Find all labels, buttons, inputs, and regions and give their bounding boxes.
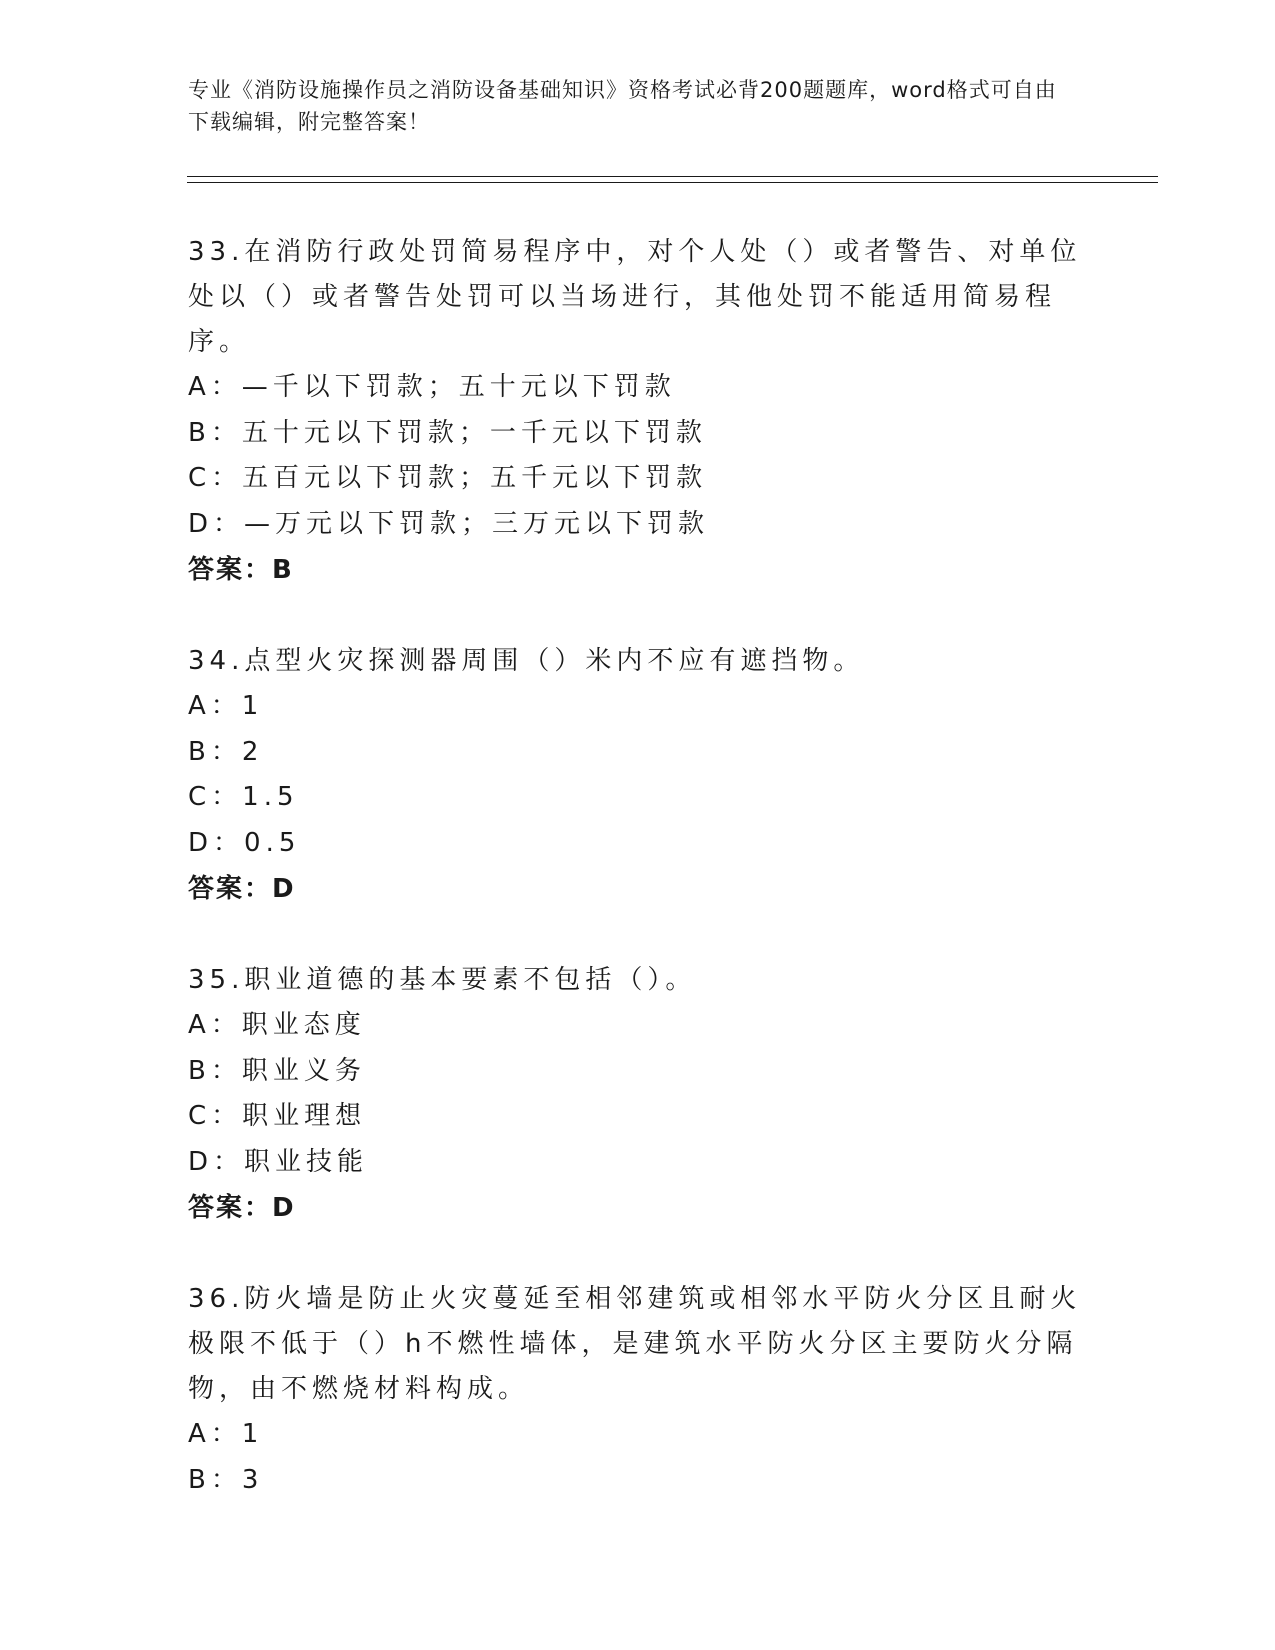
- question-35: [188, 958, 1088, 1231]
- option-a: A：—千以下罚款；五十元以下罚款: [188, 372, 676, 402]
- option-b: B：五十元以下罚款；一千元以下罚款: [188, 417, 707, 448]
- header-divider-bottom: [187, 182, 1158, 183]
- option-d: D：职业技能: [188, 1146, 369, 1177]
- header-divider-top: [187, 176, 1158, 177]
- option-c: C：职业理想: [188, 1101, 367, 1131]
- option-a: A：1: [188, 1419, 264, 1449]
- answer-line: 答案：D: [188, 1193, 296, 1223]
- option-b: B：职业义务: [188, 1055, 366, 1086]
- option-c: C：五百元以下罚款；五千元以下罚款: [188, 463, 708, 493]
- option-c: C：1.5: [188, 782, 299, 812]
- answer-line: 答案：D: [188, 874, 296, 904]
- option-d: D：—万元以下罚款；三万元以下罚款: [188, 508, 710, 539]
- question-stem: 34.点型火灾探测器周围（）米内不应有遮挡物。: [188, 646, 865, 676]
- option-b: B：3: [188, 1464, 264, 1495]
- document-header: 专业《消防设施操作员之消防设备基础知识》资格考试必背200题题库，word格式可自由下载编辑，附完整答案！: [188, 78, 1057, 134]
- question-list: [188, 230, 1088, 1549]
- question-stem: 33.在消防行政处罚简易程序中，对个人处（）或者警告、对单位处以（）或者警告处罚可以当场进行，其他处罚不能适用简易程序。: [188, 237, 1082, 357]
- option-a: A：1: [188, 691, 264, 721]
- question-33: [188, 230, 1088, 593]
- question-stem: 36.防火墙是防止火灾蔓延至相邻建筑或相邻水平防火分区且耐火极限不低于（）h不燃性墙体，是建筑水平防火分区主要防火分隔物，由不燃烧材料构成。: [188, 1284, 1082, 1404]
- option-d: D：0.5: [188, 827, 301, 858]
- answer-line: 答案：B: [188, 555, 294, 585]
- question-stem: 35.职业道德的基本要素不包括（）。: [188, 965, 697, 995]
- option-b: B：2: [188, 736, 264, 767]
- question-36: [188, 1277, 1088, 1503]
- question-34: [188, 639, 1088, 912]
- option-a: A：职业态度: [188, 1010, 366, 1040]
